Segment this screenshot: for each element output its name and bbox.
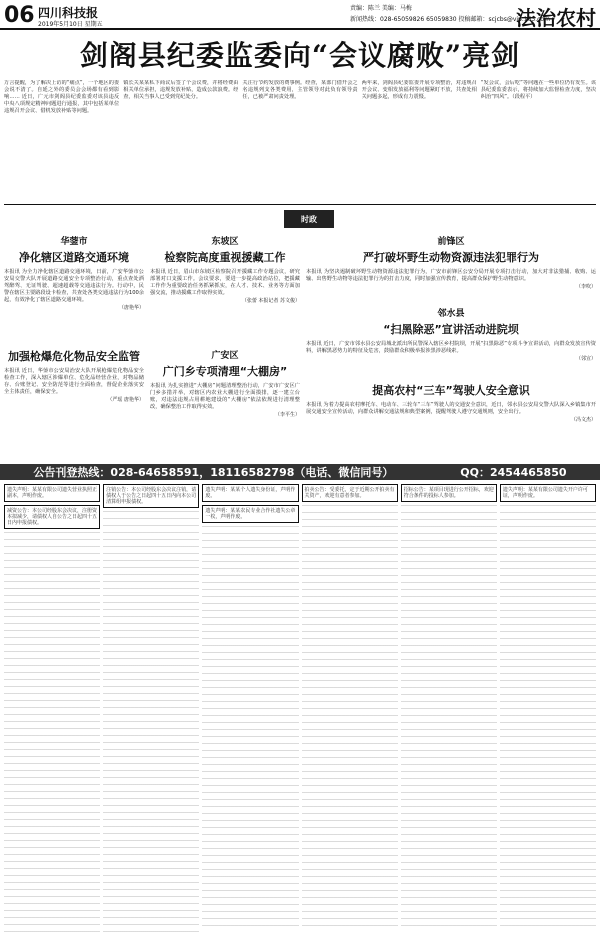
article <box>306 304 596 378</box>
divider <box>4 204 596 205</box>
article <box>4 232 144 342</box>
article <box>150 346 300 458</box>
section-title: 法治农村 <box>516 6 596 30</box>
article-region: 邻水县 <box>437 309 465 319</box>
fine-print <box>500 505 596 932</box>
masthead <box>0 0 600 30</box>
article-title: “扫黑除恶”宣讲活动进院坝 <box>383 323 519 336</box>
article-title: 提高农村“三车”驾驶人安全意识 <box>372 384 530 397</box>
article-author: （严瑶 唐艳华） <box>107 397 144 403</box>
article <box>4 346 144 458</box>
classified-ad: 拍卖公告：受委托，定于近期公开拍卖有关资产，欢迎有意者参加。 <box>302 484 398 502</box>
lead-story <box>4 80 596 200</box>
classified-column <box>302 484 398 932</box>
classified-column <box>401 484 497 932</box>
article-body: 本报讯 近日，华蓥市公安局治安大队开展枪爆危化物品安全检查工作，深入辖区涉爆单位、危化品经营企业，对物品储存、台账登记、安全防范等进行全面检查，督促企业落实安全主体责任，确保安全。 <box>4 368 144 395</box>
lead-column: “发会议，会后吃”等问题在一些单位仍有发生。该县纪委监委表示，将持续加大监督检查力度，坚决纠治“四风”。（段程平） <box>480 80 597 100</box>
article <box>306 232 596 302</box>
fine-print <box>302 505 398 932</box>
lead-column: 关注行节约发放的费事例。经查，某部门借开会之名违规列支各类费用，主管领导对此负有领导责任，已被严肃问责处理。 <box>242 80 358 100</box>
article-title: 严打破坏野生动物资源违法犯罪行为 <box>363 251 539 264</box>
article-title: 检察院高度重视援藏工作 <box>164 251 286 264</box>
editors-line: 责编：陈兰 美编：马梅 <box>350 5 412 12</box>
article-author: （邻宣） <box>575 356 596 362</box>
fine-print <box>401 505 497 932</box>
article-region: 前锋区 <box>437 237 465 247</box>
lead-column: 万言提醒，为了解决上访的“痛点”，一个地区的委会说不清了。自延之外的委员会会场都有看到影响…… 近日，广元市剑阁县纪委监委对该县违反中央八项规定精神问题进行通报，其中包括某单位违规召开会议、借机发放补贴等问题。 <box>4 80 120 114</box>
article-body: 本报讯 为全力净化辖区道路交通环境，日前，广安华蓥市公安局交警大队开展道路交通安全专项整治行动，重点查处酒驾醉驾、无证驾驶、超速超载等交通违法行为。行动中，民警在辖区主要路段设卡检查，共查处各类交通违法行为100余起，有效净化了辖区道路交通环境。 <box>4 269 144 303</box>
section-banner: 时政 <box>284 210 334 228</box>
classified-ad: 遗失声明：某某个人遗失身份证，声明作废。 <box>202 484 298 502</box>
article-author: （李平生） <box>274 412 300 418</box>
article-body: 本报讯 为扎实推进“大棚房”问题清理整治行动，广安市广安区广门乡多措并举，对辖区内农业大棚进行全面摸排，逐一建立台账，对违法违规占用耕地建设的“大棚房”依法依规进行清理整改，确保整治工作取得实效。 <box>150 383 300 410</box>
ad-hotline-bar <box>0 464 600 480</box>
article-title: 加强枪爆危化物品安全监管 <box>8 350 140 363</box>
article-title: 广门乡专项清理“大棚房” <box>162 365 288 378</box>
article-author: （冯文杰） <box>570 417 596 423</box>
article-author: （唐艳华） <box>118 305 144 311</box>
ad-hotline: 公告刊登热线：028-64658591，18116582798（电话、微信同号） <box>33 466 394 479</box>
classified-ad: 遗失声明：某某有限公司遗失营业执照正副本，声明作废。 <box>4 484 100 502</box>
article-author: （张蕾 本报记者 苏文俊） <box>241 298 300 304</box>
page-number: 06 <box>4 3 35 28</box>
classified-ad: 遗失声明：某某有限公司遗失开户许可证，声明作废。 <box>500 484 596 502</box>
article-region: 广安区 <box>211 351 239 361</box>
classified-column <box>4 484 100 932</box>
fine-print <box>4 532 100 932</box>
classifieds <box>4 484 596 932</box>
article-body: 本报讯 近日，广安市邻水县公安局城北派出所民警深入辖区乡村院坝，开展“扫黑除恶”专项斗争宣讲活动，向群众发放宣传资料，讲解黑恶势力的特征及危害，鼓励群众积极举报涉黑涉恶线索。 <box>306 341 596 354</box>
article-body: 本报讯 为坚决遏制破坏野生动物资源违法犯罪行为，广安市前锋区公安分局开展专项打击行动，加大对非法猎捕、收购、运输、出售野生动物等违法犯罪行为的打击力度，同时加强宣传教育，提高群众保护野生动物意识。 <box>306 269 596 282</box>
article-region: 华蓥市 <box>60 237 88 247</box>
classified-column <box>202 484 298 932</box>
classified-ad: 遗失声明：某某农民专业合作社遗失公章一枚，声明作废。 <box>202 505 298 523</box>
article-body: 本报讯 为着力提高农村摩托车、电动车、三轮车“三车”驾驶人的交通安全意识，近日，邻水县公安局交警大队深入乡镇集市开展交通安全宣传活动，向群众讲解交通法规和典型案例，提醒驾驶人遵守交通规则，安全出行。 <box>306 402 596 415</box>
classified-ad: 注销公告：本公司经股东会决议注销，请债权人于公告之日起四十五日内向本公司清算组申报债权。 <box>103 484 199 508</box>
contact-line: 新闻热线：028-65059826 65059830 投稿邮箱：scjcbs@vip.163.com <box>350 16 550 23</box>
classified-column <box>500 484 596 932</box>
article <box>306 380 596 458</box>
article-region: 东坡区 <box>211 237 239 247</box>
article-body: 本报讯 近日，眉山市东坡区检察院召开援藏工作专题会议，研究部署对口支援工作。会议要求，要进一步提高政治站位，把援藏工作作为重要政治任务抓紧抓实，在人才、技术、业务等方面加强交流，推动援藏工作取得实效。 <box>150 269 300 296</box>
fine-print <box>103 511 199 932</box>
ad-qq: QQ：2454465850 <box>460 466 567 479</box>
classified-ad: 减资公告：本公司经股东会决议，注册资本拟减少，请债权人自公告之日起四十五日内申报债权。 <box>4 505 100 529</box>
fine-print <box>202 526 298 932</box>
lead-column: 两年来，剑阁县纪委监委开展专项整治，对违规召开会议、变相发放福利等问题紧盯不放，共查处相关问题多起，形成有力震慑。 <box>361 80 477 100</box>
page-headline: 剑阁县纪委监委向“会议腐败”亮剑 <box>79 39 521 72</box>
article-title: 净化辖区道路交通环境 <box>19 251 129 264</box>
date-line: 2019年5月10日 星期五 <box>38 21 103 28</box>
paper-logo: 四川科技报 <box>38 6 99 20</box>
lead-column: 镇长关某某私下商议后签了个会议费，并将经费由相关单位承担，违规发放补贴，造成公款浪费。经查，相关当事人已受到党纪处分。 <box>123 80 239 100</box>
article-author: （李吹） <box>575 284 596 290</box>
classified-ad: 招标公告：某项目现进行公开招标，欢迎符合条件的投标人参加。 <box>401 484 497 502</box>
article <box>150 232 300 342</box>
classified-column <box>103 484 199 932</box>
